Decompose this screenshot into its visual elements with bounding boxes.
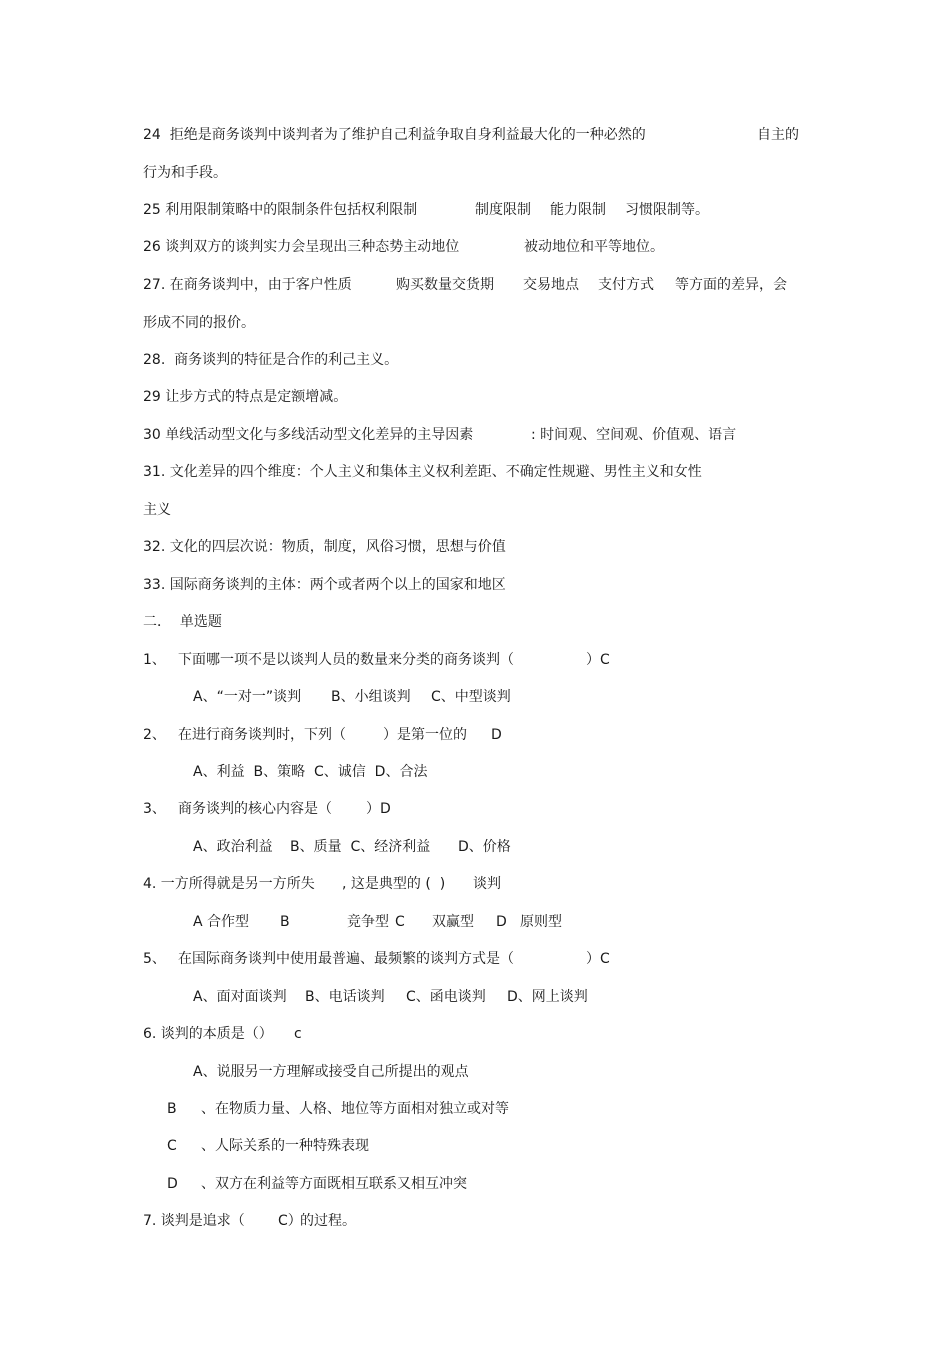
text: 的过程。: [300, 1213, 356, 1229]
text: 购买数量交货期: [396, 277, 494, 293]
item-31-line-1: [143, 463, 823, 517]
text: 自主的: [757, 127, 799, 143]
text: ）C: [586, 951, 610, 967]
text: 行为和手段。: [143, 165, 227, 181]
text: ）是第一位的: [383, 727, 467, 743]
text: : 时间观、空间观、价值观、语言: [531, 427, 737, 443]
text: A、“一对一”谈判: [193, 689, 302, 705]
text: D: [167, 1176, 178, 1192]
text: 在国际商务谈判中使用最普遍、最频繁的谈判方式是（: [178, 951, 514, 967]
text: 33. 国际商务谈判的主体：两个或者两个以上的国家和地区: [143, 577, 506, 593]
text: C、中型谈判: [431, 689, 511, 705]
text: c: [294, 1026, 302, 1042]
text: 支付方式: [598, 277, 654, 293]
text: ）D: [366, 801, 391, 817]
text: C: [167, 1138, 177, 1154]
text: D: [491, 727, 502, 743]
text: 29 让步方式的特点是定额增减。: [143, 389, 348, 405]
text: 竞争型: [347, 914, 389, 930]
text: 被动地位和平等地位。: [524, 239, 664, 255]
text: 主义: [143, 502, 171, 518]
text: 3、: [143, 801, 166, 817]
text: 形成不同的报价。: [143, 315, 255, 331]
text: 下面哪一项不是以谈判人员的数量来分类的商务谈判（: [178, 652, 514, 668]
text: B、小组谈判: [331, 689, 411, 705]
text: B: [167, 1101, 177, 1117]
text: 、双方在利益等方面既相互联系又相互冲突: [201, 1176, 467, 1192]
text: 谈判: [473, 876, 501, 892]
text: A、面对面谈判: [193, 989, 287, 1005]
text: 、人际关系的一种特殊表现: [201, 1138, 369, 1154]
text: 4. 一方所得就是另一方所失: [143, 876, 315, 892]
text: 25 利用限制策略中的限制条件包括权利限制: [143, 202, 418, 218]
text: 、在物质力量、人格、地位等方面相对独立或对等: [201, 1101, 509, 1117]
text: 24 拒绝是商务谈判中谈判者为了维护自己利益争取自身利益最大化的一种必然的: [143, 127, 646, 143]
text: 31. 文化差异的四个维度：个人主义和集体主义权利差距、不确定性规避、男性主义和女性: [143, 464, 702, 480]
text: 2、: [143, 727, 166, 743]
text: A、政治利益: [193, 839, 273, 855]
text: D、价格: [458, 839, 511, 855]
text: 28. 商务谈判的特征是合作的利己主义。: [143, 352, 399, 368]
text: 30 单线活动型文化与多线活动型文化差异的主导因素: [143, 427, 474, 443]
text: C: [395, 914, 405, 930]
text: D: [496, 914, 507, 930]
text: B、电话谈判: [305, 989, 385, 1005]
text: 1、: [143, 652, 166, 668]
text: 在进行商务谈判时，下列（: [178, 727, 346, 743]
text: A、说服另一方理解或接受自己所提出的观点: [193, 1064, 469, 1080]
text: C、函电谈判: [406, 989, 486, 1005]
text: 二． 单选题: [143, 614, 222, 630]
text: 5、: [143, 951, 166, 967]
text: C）: [278, 1213, 302, 1229]
text: ）C: [586, 652, 610, 668]
text: 商务谈判的核心内容是（: [178, 801, 332, 817]
text: A 合作型: [193, 914, 250, 930]
text: B: [280, 914, 290, 930]
text: 26 谈判双方的谈判实力会呈现出三种态势主动地位: [143, 239, 460, 255]
text: 原则型: [520, 914, 562, 930]
text: 32. 文化的四层次说：物质，制度，风俗习惯，思想与价值: [143, 539, 506, 555]
text: 27. 在商务谈判中，由于客户性质: [143, 277, 352, 293]
text: 7. 谈判是追求（: [143, 1213, 245, 1229]
text: B、质量 C、经济利益: [290, 839, 431, 855]
text: 双赢型: [432, 914, 474, 930]
question-7: [143, 1212, 383, 1302]
text: 6. 谈判的本质是（）: [143, 1026, 273, 1042]
text: A、利益 B、策略 C、诚信 D、合法: [193, 764, 428, 780]
text: 能力限制: [550, 202, 606, 218]
text: 习惯限制等。: [625, 202, 709, 218]
text: 等方面的差异，会: [675, 277, 787, 293]
text: 交易地点: [523, 277, 579, 293]
text: 制度限制: [475, 202, 531, 218]
text: , 这是典型的 ( ): [342, 876, 446, 892]
text: D、网上谈判: [507, 989, 588, 1005]
